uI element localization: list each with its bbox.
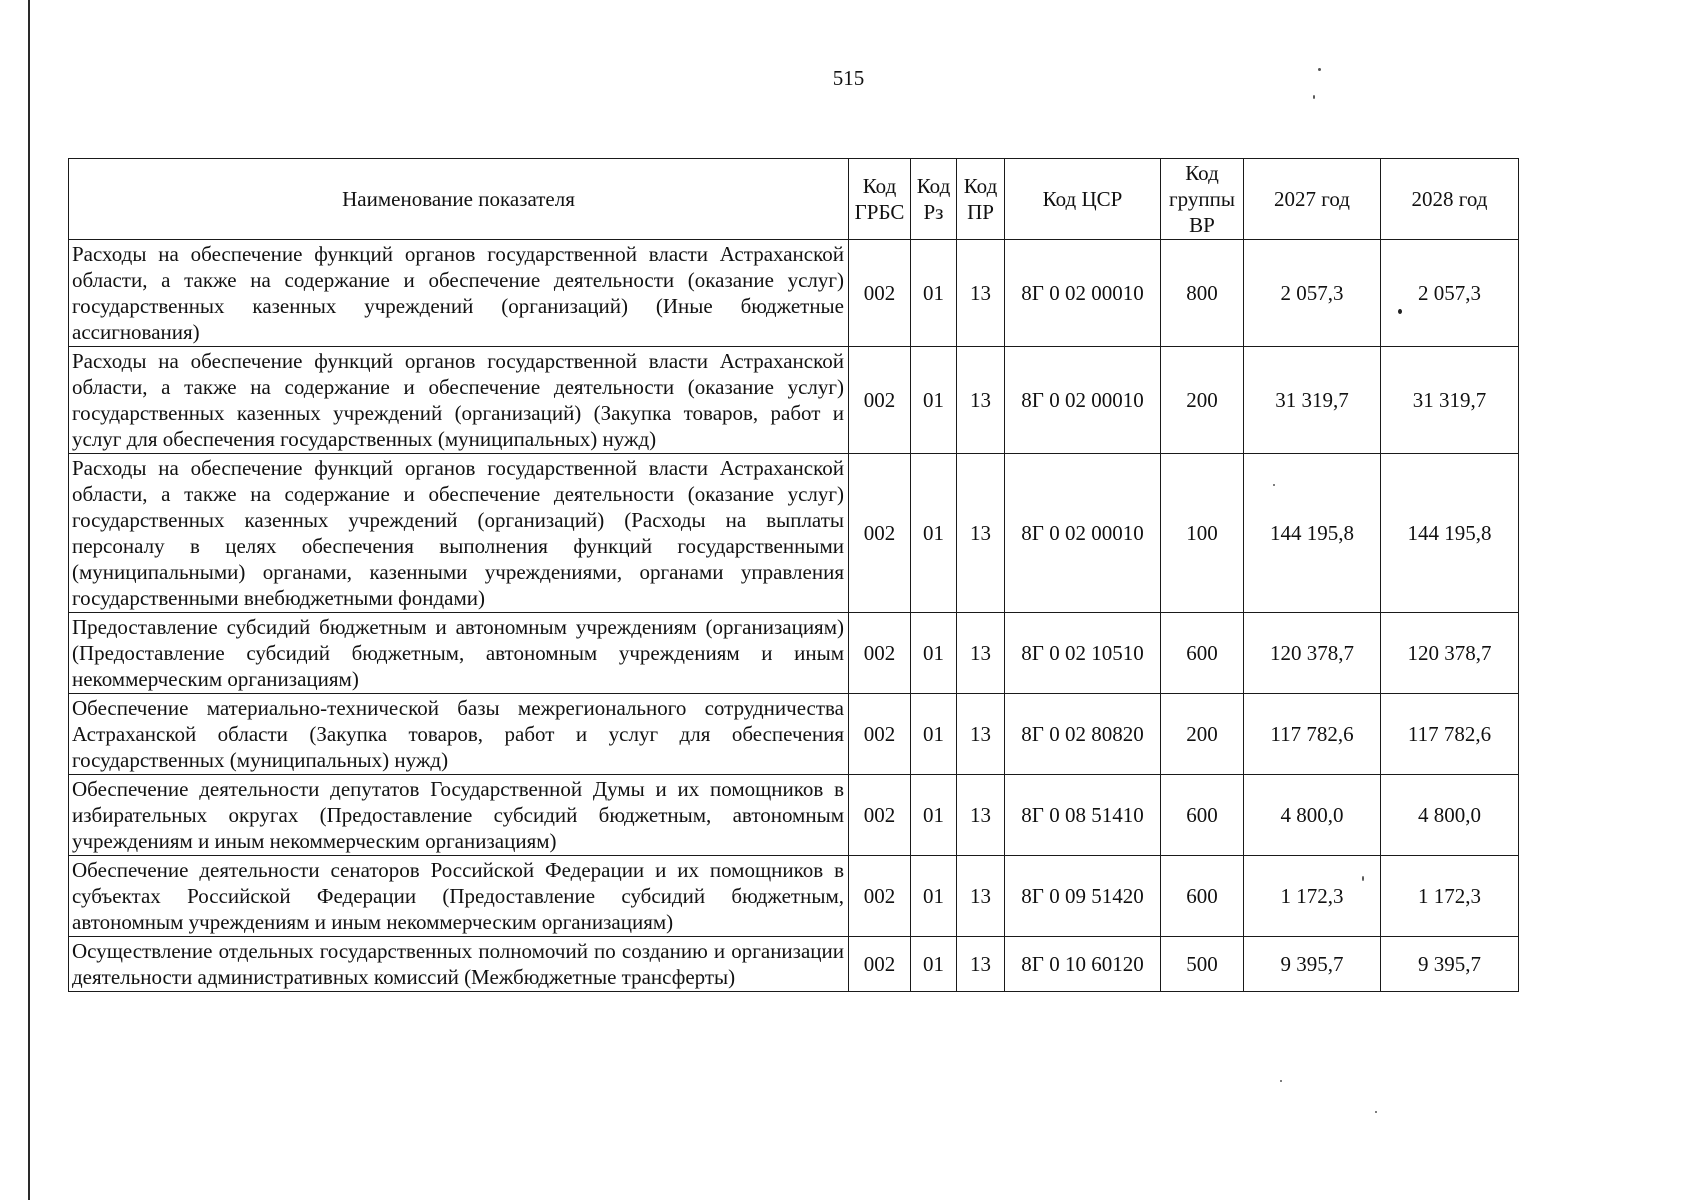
- indicator-name-cell: Обеспечение деятельности сенаторов Российской Федерации и их помощников в субъектах Российской Федерации (Предоставление субсидий бюджетным, автономным учреждениям и иным некоммерческим организациям): [69, 856, 849, 937]
- rz-code-cell: 01: [911, 856, 957, 937]
- vr-group-code-cell: 200: [1161, 694, 1244, 775]
- grbs-code-cell: 002: [849, 856, 911, 937]
- csr-code-cell: 8Г 0 02 00010: [1005, 454, 1161, 613]
- amount-2028-cell: 2 057,3: [1381, 240, 1519, 347]
- csr-code-cell: 8Г 0 02 00010: [1005, 240, 1161, 347]
- page-number: 515: [832, 66, 865, 90]
- scan-speck: [1375, 1111, 1377, 1113]
- vr-group-code-cell: 800: [1161, 240, 1244, 347]
- indicator-name-cell: Осуществление отдельных государственных полномочий по созданию и организации деятельности административных комиссий (Межбюджетные трансферты): [69, 937, 849, 992]
- rz-code-cell: 01: [911, 347, 957, 454]
- grbs-code-cell: 002: [849, 613, 911, 694]
- vr-group-code-cell: 600: [1161, 775, 1244, 856]
- pr-code-cell: 13: [957, 775, 1005, 856]
- table-row: [69, 454, 1519, 613]
- table-row: [69, 937, 1519, 992]
- table-row: [69, 347, 1519, 454]
- table-row: [69, 775, 1519, 856]
- indicator-name-cell: Расходы на обеспечение функций органов государственной власти Астраханской области, а также на содержание и обеспечение деятельности (оказание услуг) государственных казенных учреждений (организаций) (Расходы на выплаты персоналу в целях обеспечения выполнения функций государственными (муниципальными) органами, казенными учреждениями, органами управления государственными внебюджетными фондами): [69, 454, 849, 613]
- rz-code-cell: 01: [911, 454, 957, 613]
- amount-2027-cell: 117 782,6: [1244, 694, 1381, 775]
- amount-2027-cell: 4 800,0: [1244, 775, 1381, 856]
- table-row: [69, 856, 1519, 937]
- scan-speck: [1280, 1080, 1282, 1082]
- pr-code-cell: 13: [957, 347, 1005, 454]
- header-indicator-name: Наименование показателя: [69, 159, 849, 240]
- header-year-2028: 2028 год: [1381, 159, 1519, 240]
- amount-2028-cell: 9 395,7: [1381, 937, 1519, 992]
- table-row: [69, 240, 1519, 347]
- binding-margin-line: [28, 0, 30, 1200]
- amount-2028-cell: 1 172,3: [1381, 856, 1519, 937]
- grbs-code-cell: 002: [849, 454, 911, 613]
- rz-code-cell: 01: [911, 694, 957, 775]
- csr-code-cell: 8Г 0 02 00010: [1005, 347, 1161, 454]
- csr-code-cell: 8Г 0 02 10510: [1005, 613, 1161, 694]
- header-rz-code: Код Рз: [911, 159, 957, 240]
- vr-group-code-cell: 600: [1161, 613, 1244, 694]
- amount-2028-cell: 31 319,7: [1381, 347, 1519, 454]
- amount-2027-cell: 120 378,7: [1244, 613, 1381, 694]
- amount-2027-cell: 2 057,3: [1244, 240, 1381, 347]
- budget-expenditure-table: [68, 158, 1519, 992]
- grbs-code-cell: 002: [849, 775, 911, 856]
- scan-speck: [1313, 95, 1315, 99]
- rz-code-cell: 01: [911, 613, 957, 694]
- vr-group-code-cell: 200: [1161, 347, 1244, 454]
- indicator-name-cell: Расходы на обеспечение функций органов государственной власти Астраханской области, а также на содержание и обеспечение деятельности (оказание услуг) государственных казенных учреждений (организаций) (Закупка товаров, работ и услуг для обеспечения государственных (муниципальных) нужд): [69, 347, 849, 454]
- pr-code-cell: 13: [957, 240, 1005, 347]
- pr-code-cell: 13: [957, 613, 1005, 694]
- grbs-code-cell: 002: [849, 937, 911, 992]
- csr-code-cell: 8Г 0 10 60120: [1005, 937, 1161, 992]
- amount-2028-cell: 117 782,6: [1381, 694, 1519, 775]
- pr-code-cell: 13: [957, 937, 1005, 992]
- amount-2027-cell: 31 319,7: [1244, 347, 1381, 454]
- amount-2028-cell: 144 195,8: [1381, 454, 1519, 613]
- amount-2028-cell: 4 800,0: [1381, 775, 1519, 856]
- indicator-name-cell: Обеспечение материально-технической базы межрегионального сотрудничества Астраханской области (Закупка товаров, работ и услуг для обеспечения государственных (муниципальных) нужд): [69, 694, 849, 775]
- vr-group-code-cell: 500: [1161, 937, 1244, 992]
- grbs-code-cell: 002: [849, 240, 911, 347]
- csr-code-cell: 8Г 0 02 80820: [1005, 694, 1161, 775]
- header-year-2027: 2027 год: [1244, 159, 1381, 240]
- table-row: [69, 613, 1519, 694]
- amount-2028-cell: 120 378,7: [1381, 613, 1519, 694]
- table-header-row: [69, 159, 1519, 240]
- header-vr-group-code: Код группы ВР: [1161, 159, 1244, 240]
- indicator-name-cell: Расходы на обеспечение функций органов государственной власти Астраханской области, а также на содержание и обеспечение деятельности (оказание услуг) государственных казенных учреждений (организаций) (Иные бюджетные ассигнования): [69, 240, 849, 347]
- amount-2027-cell: 9 395,7: [1244, 937, 1381, 992]
- rz-code-cell: 01: [911, 240, 957, 347]
- grbs-code-cell: 002: [849, 347, 911, 454]
- pr-code-cell: 13: [957, 454, 1005, 613]
- indicator-name-cell: Предоставление субсидий бюджетным и автономным учреждениям (организациям) (Предоставление субсидий бюджетным, автономным учреждениям и иным некоммерческим организациям): [69, 613, 849, 694]
- vr-group-code-cell: 100: [1161, 454, 1244, 613]
- header-grbs-code: Код ГРБС: [849, 159, 911, 240]
- rz-code-cell: 01: [911, 775, 957, 856]
- pr-code-cell: 13: [957, 694, 1005, 775]
- rz-code-cell: 01: [911, 937, 957, 992]
- header-pr-code: Код ПР: [957, 159, 1005, 240]
- csr-code-cell: 8Г 0 09 51420: [1005, 856, 1161, 937]
- grbs-code-cell: 002: [849, 694, 911, 775]
- header-csr-code: Код ЦСР: [1005, 159, 1161, 240]
- pr-code-cell: 13: [957, 856, 1005, 937]
- amount-2027-cell: 144 195,8: [1244, 454, 1381, 613]
- scan-speck: [1318, 68, 1321, 71]
- table-row: [69, 694, 1519, 775]
- amount-2027-cell: 1 172,3: [1244, 856, 1381, 937]
- vr-group-code-cell: 600: [1161, 856, 1244, 937]
- csr-code-cell: 8Г 0 08 51410: [1005, 775, 1161, 856]
- indicator-name-cell: Обеспечение деятельности депутатов Государственной Думы и их помощников в избирательных округах (Предоставление субсидий бюджетным, автономным учреждениям и иным некоммерческим организациям): [69, 775, 849, 856]
